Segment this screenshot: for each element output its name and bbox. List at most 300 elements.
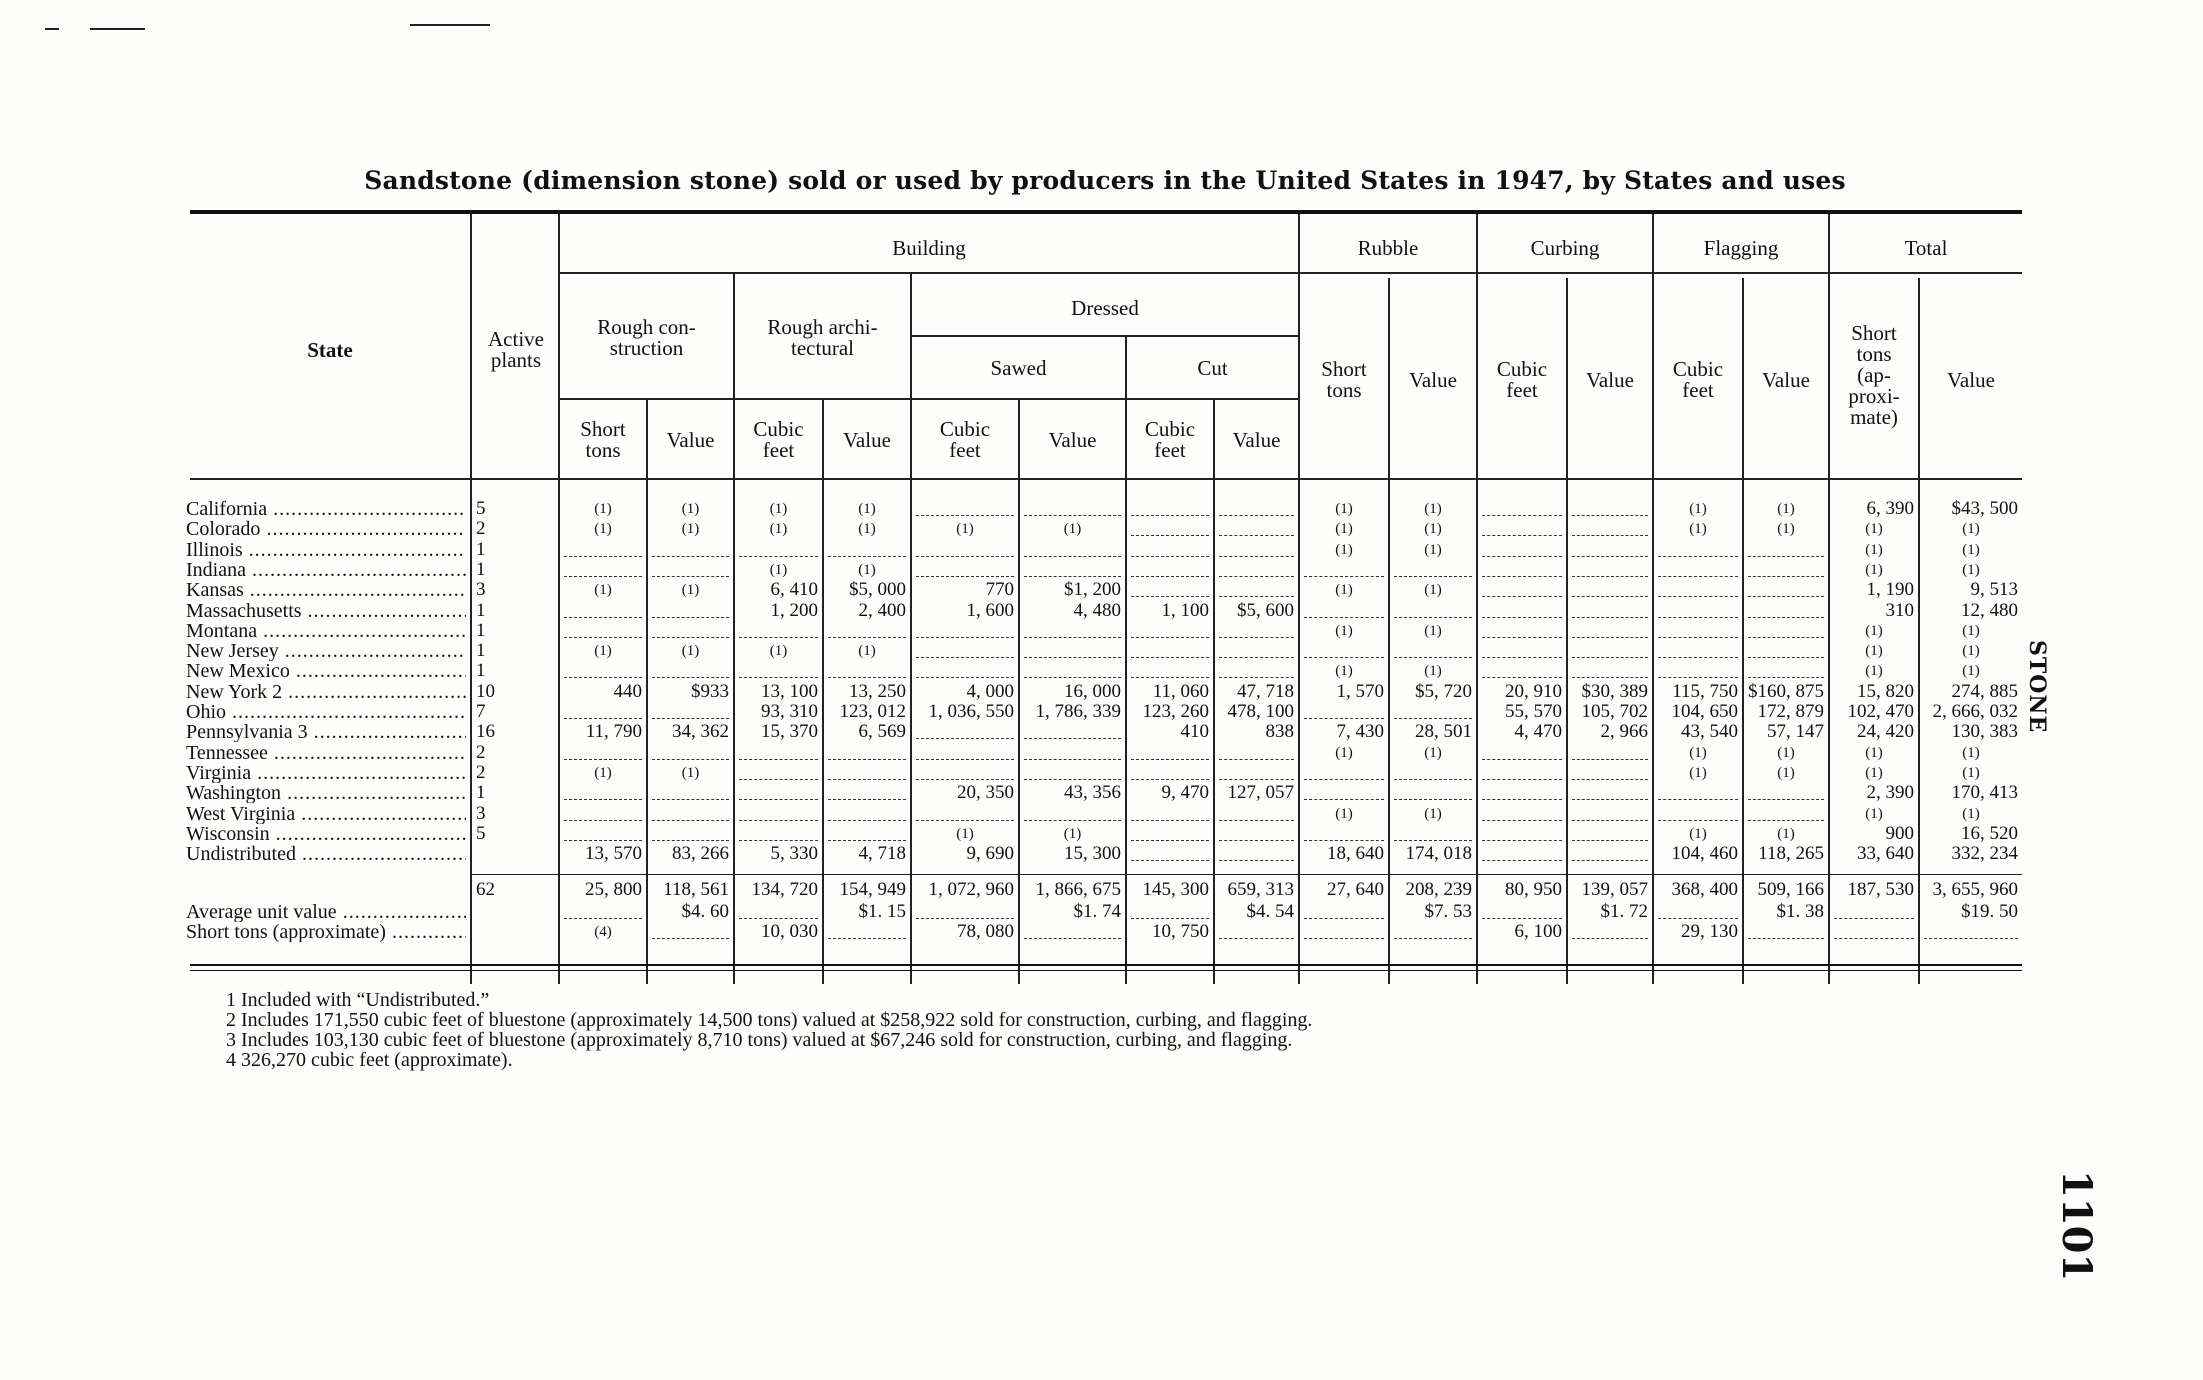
- grid-line: [1742, 278, 1744, 484]
- row-6-tt-v: (1): [1962, 622, 1980, 639]
- row-3-rc-v: [652, 576, 729, 577]
- row-11-fl-v: 57, 147: [1767, 721, 1824, 743]
- row-1-rb-t: (1): [1335, 521, 1353, 538]
- row-1-tt-t: (1): [1865, 521, 1883, 538]
- grid-line: [1476, 214, 1478, 484]
- header-fl-value: Value: [1762, 367, 1810, 392]
- row-1-rb-v: (1): [1424, 521, 1442, 538]
- row-16-label: Wisconsin .....: [186, 824, 466, 844]
- row-4-tt-v: 9, 513: [1970, 579, 2018, 601]
- short-tons-row-sw-v: [1024, 938, 1121, 939]
- row-0-label: California .....: [186, 499, 466, 519]
- row-13-rb-t: [1304, 779, 1384, 780]
- row-16-fl-v: (1): [1777, 825, 1795, 842]
- row-10-label: Ohio .....: [186, 702, 466, 722]
- row-9-ra-f: 13, 100: [761, 680, 818, 702]
- row-16-rc-v: [652, 840, 729, 841]
- totals-row-sw-f: 1, 072, 960: [928, 879, 1014, 900]
- row-16-sw-f: (1): [956, 825, 974, 842]
- row-10-sw-v: 1, 786, 339: [1035, 701, 1121, 722]
- row-0-rc-t: (1): [594, 501, 612, 517]
- header-total-tons: Short tons (ap- proxi- mate): [1848, 320, 1900, 429]
- row-16-ct-v: [1219, 840, 1294, 841]
- header-ra-feet: Cubic feet: [753, 417, 804, 462]
- row-16-sw-v: (1): [1063, 825, 1082, 842]
- row-15-label: West Virginia .....: [186, 804, 466, 824]
- short-tons-row-ra-f: 10, 030: [761, 921, 818, 942]
- header-state: State: [307, 337, 353, 362]
- row-12-label: Tennessee .....: [186, 743, 466, 763]
- row-7-active: 1: [476, 640, 486, 662]
- row-4-active: 3: [476, 579, 486, 601]
- average-row-fl-f: [1658, 918, 1738, 919]
- totals-row-ra-v: 154, 949: [839, 879, 906, 900]
- row-3-label: Indiana .....: [186, 560, 466, 580]
- short-tons-row-sw-f: 78, 080: [957, 921, 1014, 942]
- row-4-rb-t: (1): [1335, 582, 1353, 599]
- row-9-active: 10: [476, 680, 495, 702]
- row-2-fl-f: [1658, 556, 1738, 557]
- row-2-ct-f: [1131, 556, 1209, 557]
- row-9-ra-v: 13, 250: [849, 680, 906, 702]
- row-2-sw-f: [916, 556, 1014, 557]
- row-12-rb-v: (1): [1424, 744, 1442, 761]
- row-12-cb-v: [1572, 759, 1648, 760]
- row-10-fl-f: 104, 650: [1671, 701, 1738, 722]
- header-dressed: Dressed: [1071, 295, 1139, 320]
- footnote-1: 1 Included with “Undistributed.”: [226, 989, 490, 1011]
- grid-line: [822, 398, 824, 484]
- row-14-cb-f: [1482, 799, 1562, 800]
- row-8-cb-f: [1482, 677, 1562, 678]
- grid-line: [558, 272, 2022, 274]
- row-16-ra-f: [739, 840, 818, 841]
- totals-row-fl-v: 509, 166: [1757, 879, 1824, 900]
- row-12-ct-f: [1131, 759, 1209, 760]
- row-4-ct-f: [1131, 596, 1209, 597]
- totals-separator: [470, 874, 2022, 875]
- header-ra-value: Value: [843, 427, 891, 452]
- row-4-tt-t: 1, 190: [1866, 579, 1914, 601]
- row-5-fl-v: [1748, 617, 1824, 618]
- row-0-active: 5: [476, 498, 486, 519]
- row-2-rc-v: [652, 556, 729, 557]
- header-rough-construction: Rough con- struction: [597, 314, 696, 360]
- row-12-fl-v: (1): [1777, 744, 1795, 761]
- row-14-ct-v: 127, 057: [1227, 782, 1294, 804]
- row-4-label: Kansas .....: [186, 580, 466, 600]
- row-10-cb-v: 105, 702: [1581, 701, 1648, 722]
- row-5-rc-v: [652, 617, 729, 618]
- row-8-tt-v: (1): [1962, 663, 1980, 680]
- row-8-ct-f: [1131, 677, 1209, 678]
- row-15-rc-v: [652, 820, 729, 821]
- row-4-fl-v: [1748, 596, 1824, 597]
- row-0-ra-f: (1): [769, 501, 788, 517]
- totals-row-cb-v: 139, 057: [1581, 879, 1648, 900]
- row-9-rc-v: $933: [691, 680, 729, 702]
- short-tons-row-rb-t: [1304, 938, 1384, 939]
- row-4-ra-v: $5, 000: [849, 579, 906, 601]
- row-4-cb-v: [1572, 596, 1648, 597]
- row-6-ra-f: [739, 637, 818, 638]
- row-9-sw-f: 4, 000: [966, 680, 1014, 702]
- row-12-rc-t: [564, 759, 642, 760]
- row-2-ra-v: [828, 556, 906, 557]
- row-5-ra-v: 2, 400: [858, 599, 906, 621]
- top-rule: [190, 210, 2022, 214]
- row-2-cb-v: [1572, 556, 1648, 557]
- row-9-label: New York 2 .....: [186, 682, 466, 702]
- row-8-ra-f: [739, 677, 818, 678]
- row-2-tt-v: (1): [1962, 541, 1980, 558]
- row-8-fl-f: [1658, 677, 1738, 678]
- row-9-fl-v: $160, 875: [1748, 680, 1824, 702]
- row-9-rb-t: 1, 570: [1336, 680, 1384, 702]
- totals-row-rc-t: 25, 800: [585, 879, 642, 900]
- row-8-tt-t: (1): [1865, 663, 1883, 680]
- row-2-ct-v: [1219, 556, 1294, 557]
- short-tons-row-label: Short tons (approximate) .....: [186, 922, 466, 942]
- row-9-fl-f: 115, 750: [1672, 680, 1738, 702]
- header-rc-value: Value: [666, 427, 715, 452]
- average-row-cb-v: $1. 72: [1600, 901, 1648, 922]
- row-11-label: Pennsylvania 3 .....: [186, 722, 466, 742]
- row-13-cb-v: [1572, 779, 1648, 780]
- row-11-rc-v: 34, 362: [672, 721, 729, 743]
- row-3-fl-f: [1658, 576, 1738, 577]
- totals-row-cb-f: 80, 950: [1505, 879, 1562, 900]
- grid-line: [470, 214, 472, 984]
- average-row-ra-f: [739, 918, 818, 919]
- row-14-sw-v: 43, 356: [1064, 782, 1121, 804]
- page-number: 1101: [2053, 1170, 2100, 1282]
- row-6-tt-t: (1): [1865, 622, 1883, 639]
- row-2-label: Illinois .....: [186, 540, 466, 560]
- row-0-rb-t: (1): [1335, 501, 1353, 517]
- row-12-tt-v: (1): [1962, 744, 1980, 761]
- row-8-sw-v: [1024, 677, 1121, 678]
- row-13-ct-v: [1219, 779, 1294, 780]
- grid-line: [910, 272, 912, 484]
- row-15-sw-v: [1024, 820, 1121, 821]
- row-14-active: 1: [476, 782, 486, 804]
- grid-line: [1742, 484, 1744, 984]
- short-tons-row-ct-f: 10, 750: [1152, 921, 1209, 942]
- row-14-fl-v: [1748, 799, 1824, 800]
- totals-row-tt-v: 3, 655, 960: [1932, 879, 2018, 900]
- row-5-sw-v: 4, 480: [1073, 599, 1121, 621]
- row-5-ra-f: 1, 200: [770, 599, 818, 621]
- row-12-rb-t: (1): [1335, 744, 1353, 761]
- row-14-rc-t: [564, 799, 642, 800]
- row-0-sw-v: [1024, 515, 1121, 516]
- row-17-cb-f: [1482, 860, 1562, 861]
- row-7-cb-f: [1482, 657, 1562, 658]
- row-7-tt-v: (1): [1962, 643, 1980, 660]
- row-17-fl-f: 104, 460: [1671, 843, 1738, 865]
- row-13-tt-v: (1): [1962, 764, 1980, 781]
- row-9-rc-t: 440: [613, 680, 642, 702]
- row-17-rb-v: 174, 018: [1405, 843, 1472, 865]
- grid-line: [1125, 484, 1127, 984]
- row-15-rb-t: (1): [1335, 805, 1353, 822]
- row-10-active: 7: [476, 701, 486, 722]
- header-ct-value: Value: [1232, 427, 1281, 452]
- row-6-ra-v: [828, 637, 906, 638]
- row-14-sw-f: 20, 350: [957, 782, 1014, 804]
- row-5-ct-v: $5, 600: [1237, 599, 1294, 621]
- row-3-tt-v: (1): [1962, 561, 1980, 578]
- row-0-fl-v: (1): [1777, 501, 1795, 517]
- row-10-cb-f: 55, 570: [1505, 701, 1562, 722]
- row-11-cb-v: 2, 966: [1600, 721, 1648, 743]
- row-15-ra-f: [739, 820, 818, 821]
- header-ct-feet: Cubic feet: [1144, 417, 1196, 462]
- row-13-ra-v: [828, 779, 906, 780]
- row-7-ra-f: (1): [769, 643, 788, 660]
- row-6-active: 1: [476, 619, 486, 641]
- row-13-label: Virginia .....: [186, 763, 466, 783]
- row-10-fl-v: 172, 879: [1757, 701, 1824, 722]
- row-3-rc-t: [564, 576, 642, 577]
- totals-row-active: 62: [476, 879, 495, 900]
- row-12-sw-v: [1024, 759, 1121, 760]
- row-12-ra-f: [739, 759, 818, 760]
- row-2-cb-f: [1482, 556, 1562, 557]
- row-16-ct-f: [1131, 840, 1209, 841]
- short-tons-row-tt-v: [1924, 938, 2018, 939]
- row-5-cb-v: [1572, 617, 1648, 618]
- row-16-cb-v: [1572, 840, 1648, 841]
- row-1-fl-v: (1): [1777, 521, 1795, 538]
- row-8-label: New Mexico .....: [186, 661, 466, 681]
- row-10-ra-f: 93, 310: [761, 701, 818, 722]
- row-14-cb-v: [1572, 799, 1648, 800]
- header-cut: Cut: [1197, 355, 1228, 380]
- row-5-fl-f: [1658, 617, 1738, 618]
- row-5-rb-v: [1394, 617, 1472, 618]
- row-12-ct-v: [1219, 759, 1294, 760]
- grid-line: [1476, 484, 1478, 984]
- row-1-ra-v: (1): [858, 521, 876, 538]
- row-1-sw-v: (1): [1063, 521, 1082, 538]
- row-12-cb-f: [1482, 759, 1562, 760]
- row-5-cb-f: [1482, 617, 1562, 618]
- row-16-rb-t: [1304, 840, 1384, 841]
- short-tons-row-rc-t: (4): [594, 924, 612, 940]
- grid-line: [1652, 484, 1654, 984]
- average-row-rc-v: $4. 60: [681, 901, 729, 922]
- row-3-cb-f: [1482, 576, 1562, 577]
- row-14-fl-f: [1658, 799, 1738, 800]
- grid-line: [1566, 278, 1568, 484]
- row-16-rb-v: [1394, 840, 1472, 841]
- row-10-ra-v: 123, 012: [839, 701, 906, 722]
- row-14-label: Washington .....: [186, 783, 466, 803]
- header-flagging: Flagging: [1703, 235, 1779, 260]
- row-14-rb-v: [1394, 799, 1472, 800]
- grid-line: [1566, 484, 1568, 984]
- row-15-ct-v: [1219, 820, 1294, 821]
- row-9-rb-v: $5, 720: [1415, 680, 1472, 702]
- row-13-cb-f: [1482, 779, 1562, 780]
- row-15-sw-f: [916, 820, 1014, 821]
- row-15-rb-v: (1): [1424, 805, 1442, 822]
- grid-line: [1828, 484, 1830, 984]
- row-9-cb-v: $30, 389: [1581, 680, 1648, 702]
- row-3-sw-f: [916, 576, 1014, 577]
- row-10-sw-f: 1, 036, 550: [928, 701, 1014, 722]
- row-5-rb-t: [1304, 617, 1384, 618]
- row-8-fl-v: [1748, 677, 1824, 678]
- row-15-cb-v: [1572, 820, 1648, 821]
- row-2-sw-v: [1024, 556, 1121, 557]
- header-rb-value: Value: [1409, 367, 1457, 392]
- row-5-ct-f: 1, 100: [1161, 599, 1209, 621]
- row-9-ct-f: 11, 060: [1152, 680, 1209, 702]
- row-4-ra-f: 6, 410: [770, 579, 818, 601]
- row-7-rb-t: [1304, 657, 1384, 658]
- row-3-ra-f: (1): [769, 561, 788, 578]
- header-sw-value: Value: [1048, 427, 1097, 452]
- row-0-ra-v: (1): [858, 501, 876, 517]
- row-11-tt-v: 130, 383: [1951, 721, 2018, 743]
- row-14-rc-v: [652, 799, 729, 800]
- header-fl-feet: Cubic feet: [1672, 357, 1724, 402]
- row-17-sw-v: 15, 300: [1064, 843, 1121, 865]
- totals-row-rb-v: 208, 239: [1405, 879, 1472, 900]
- average-row-sw-f: [916, 918, 1014, 919]
- header-cb-value: Value: [1586, 367, 1634, 392]
- row-15-tt-v: (1): [1962, 805, 1980, 822]
- row-6-rb-v: (1): [1424, 622, 1442, 639]
- row-7-ra-v: (1): [858, 643, 876, 660]
- row-0-cb-f: [1482, 515, 1562, 516]
- totals-row-ct-f: 145, 300: [1142, 879, 1209, 900]
- short-tons-row-ct-v: [1219, 938, 1294, 939]
- row-17-ct-v: [1219, 860, 1294, 861]
- row-11-sw-v: [1024, 738, 1121, 739]
- row-0-rb-v: (1): [1424, 501, 1442, 517]
- grid-line: [1213, 484, 1215, 984]
- row-3-sw-v: [1024, 576, 1121, 577]
- average-row-fl-v: $1. 38: [1776, 901, 1824, 922]
- row-8-ra-v: [828, 677, 906, 678]
- row-12-active: 2: [476, 741, 486, 763]
- scan-mark: [410, 24, 490, 26]
- totals-row-sw-v: 1, 866, 675: [1035, 879, 1121, 900]
- grid-line: [1388, 484, 1390, 984]
- short-tons-row-fl-v: [1748, 938, 1824, 939]
- totals-row-rc-v: 118, 561: [663, 879, 729, 900]
- row-2-rb-t: (1): [1335, 541, 1353, 558]
- average-row-ra-v: $1. 15: [858, 901, 906, 922]
- average-row-rb-t: [1304, 918, 1384, 919]
- row-4-sw-v: $1, 200: [1064, 579, 1121, 601]
- header-sawed: Sawed: [990, 355, 1047, 380]
- row-13-tt-t: (1): [1865, 764, 1883, 781]
- row-6-sw-f: [916, 637, 1014, 638]
- row-15-ra-v: [828, 820, 906, 821]
- header-rough-architectural: Rough archi- tectural: [767, 314, 878, 360]
- row-10-ct-v: 478, 100: [1227, 701, 1294, 722]
- row-5-active: 1: [476, 599, 486, 621]
- row-11-ra-v: 6, 569: [858, 721, 906, 743]
- row-10-rb-v: [1394, 718, 1472, 719]
- header-rb-tons: Short tons: [1321, 357, 1367, 402]
- row-7-label: New Jersey .....: [186, 641, 466, 661]
- row-17-label: Undistributed .....: [186, 844, 466, 864]
- row-15-active: 3: [476, 802, 486, 824]
- row-6-rc-v: [652, 637, 729, 638]
- average-row-tt-t: [1834, 918, 1914, 919]
- row-17-cb-v: [1572, 860, 1648, 861]
- row-1-sw-f: (1): [956, 521, 974, 538]
- row-17-rb-t: 18, 640: [1327, 843, 1384, 865]
- row-8-rb-t: (1): [1335, 663, 1353, 680]
- row-0-ct-v: [1219, 515, 1294, 516]
- row-8-rb-v: (1): [1424, 663, 1442, 680]
- totals-row-ra-f: 134, 720: [751, 879, 818, 900]
- row-5-tt-v: 12, 480: [1961, 599, 2018, 621]
- grid-line: [1828, 214, 1830, 484]
- grid-line: [558, 214, 560, 984]
- scan-mark: [90, 28, 145, 30]
- row-17-sw-f: 9, 690: [966, 843, 1014, 865]
- row-16-ra-v: [828, 840, 906, 841]
- row-13-rc-t: (1): [594, 764, 612, 781]
- average-row-cb-f: [1482, 918, 1562, 919]
- row-17-tt-t: 33, 640: [1857, 843, 1914, 865]
- row-3-ct-f: [1131, 576, 1209, 577]
- row-14-ra-f: [739, 799, 818, 800]
- row-14-tt-t: 2, 390: [1866, 782, 1914, 804]
- row-9-tt-t: 15, 820: [1857, 680, 1914, 702]
- row-17-rc-t: 13, 570: [585, 843, 642, 865]
- grid-line: [822, 484, 824, 984]
- row-8-ct-v: [1219, 677, 1294, 678]
- grid-line: [1298, 214, 1300, 484]
- row-14-ct-f: 9, 470: [1161, 782, 1209, 804]
- row-7-rb-v: [1394, 657, 1472, 658]
- row-15-fl-f: [1658, 820, 1738, 821]
- header-curbing: Curbing: [1530, 235, 1600, 260]
- row-11-rb-v: 28, 501: [1415, 721, 1472, 743]
- row-11-ra-f: 15, 370: [761, 721, 818, 743]
- row-8-sw-f: [916, 677, 1014, 678]
- row-4-cb-f: [1482, 596, 1562, 597]
- row-2-tt-t: (1): [1865, 541, 1883, 558]
- row-13-active: 2: [476, 761, 486, 783]
- row-5-label: Massachusetts .....: [186, 601, 466, 621]
- row-1-rc-t: (1): [594, 521, 612, 538]
- side-label: STONE: [2024, 640, 2050, 734]
- grid-line: [910, 335, 1298, 337]
- footnote-4: 4 326,270 cubic feet (approximate).: [226, 1049, 513, 1071]
- row-17-fl-v: 118, 265: [1758, 843, 1824, 865]
- row-13-fl-v: (1): [1777, 764, 1795, 781]
- row-4-rc-v: (1): [681, 582, 700, 599]
- row-6-label: Montana .....: [186, 621, 466, 641]
- average-row-ct-v: $4. 54: [1246, 901, 1294, 922]
- row-15-tt-t: (1): [1865, 805, 1883, 822]
- header-cb-feet: Cubic feet: [1496, 357, 1548, 402]
- row-16-rc-t: [564, 840, 642, 841]
- totals-row-tt-t: 187, 530: [1847, 879, 1914, 900]
- grid-line: [558, 398, 1298, 400]
- row-10-rb-t: [1304, 718, 1384, 719]
